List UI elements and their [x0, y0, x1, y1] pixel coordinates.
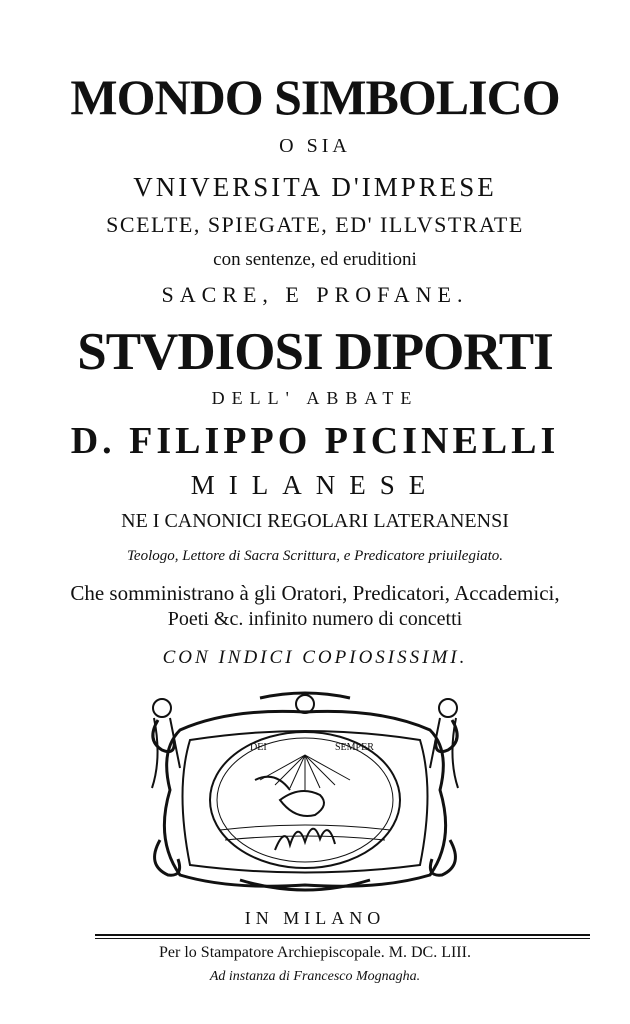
- main-title: MONDO SIMBOLICO: [70, 69, 560, 125]
- imprint-instance: Ad instanza di Francesco Mognagha.: [209, 969, 421, 984]
- subtitle-sacre: SACRE, E PROFANE.: [161, 282, 469, 307]
- printers-device-emblem: [140, 690, 470, 895]
- o-sia-line: O SIA: [279, 135, 351, 157]
- author-credentials: Teologo, Lettore di Sacra Scrittura, e Predicatore priuilegiato.: [126, 548, 504, 564]
- author-origin: MILANESE: [190, 470, 440, 500]
- indices-line: CON INDICI COPIOSISSIMI.: [162, 647, 468, 668]
- description-line-1: Che somministrano à gli Oratori, Predicatori, Accademici,: [70, 581, 560, 605]
- subtitle-sentenze: con sentenze, ed eruditioni: [213, 249, 417, 270]
- subtitle-scelte: SCELTE, SPIEGATE, ED' ILLVSTRATE: [106, 212, 524, 237]
- subtitle-universita: VNIVERSITA D'IMPRESE: [133, 172, 497, 202]
- religious-order: NE I CANONICI REGOLARI LATERANENSI: [121, 510, 509, 532]
- imprint-rule-top: [95, 934, 590, 936]
- emblem-motto-right: SEMPER: [335, 742, 374, 753]
- imprint-printer: Per lo Stampatore Archiepiscopale. M. DC. LIII.: [159, 944, 471, 961]
- dell-abbate-line: DELL' ABBATE: [211, 388, 419, 408]
- emblem-motto-left: DEI: [250, 742, 267, 753]
- imprint-place: IN MILANO: [244, 908, 386, 928]
- imprint-rule-bottom: [95, 938, 590, 939]
- work-title: STVDIOSI DIPORTI: [77, 323, 553, 381]
- description-line-2: Poeti &c. infinito numero di concetti: [167, 608, 463, 630]
- author-name: D. FILIPPO PICINELLI: [70, 420, 560, 462]
